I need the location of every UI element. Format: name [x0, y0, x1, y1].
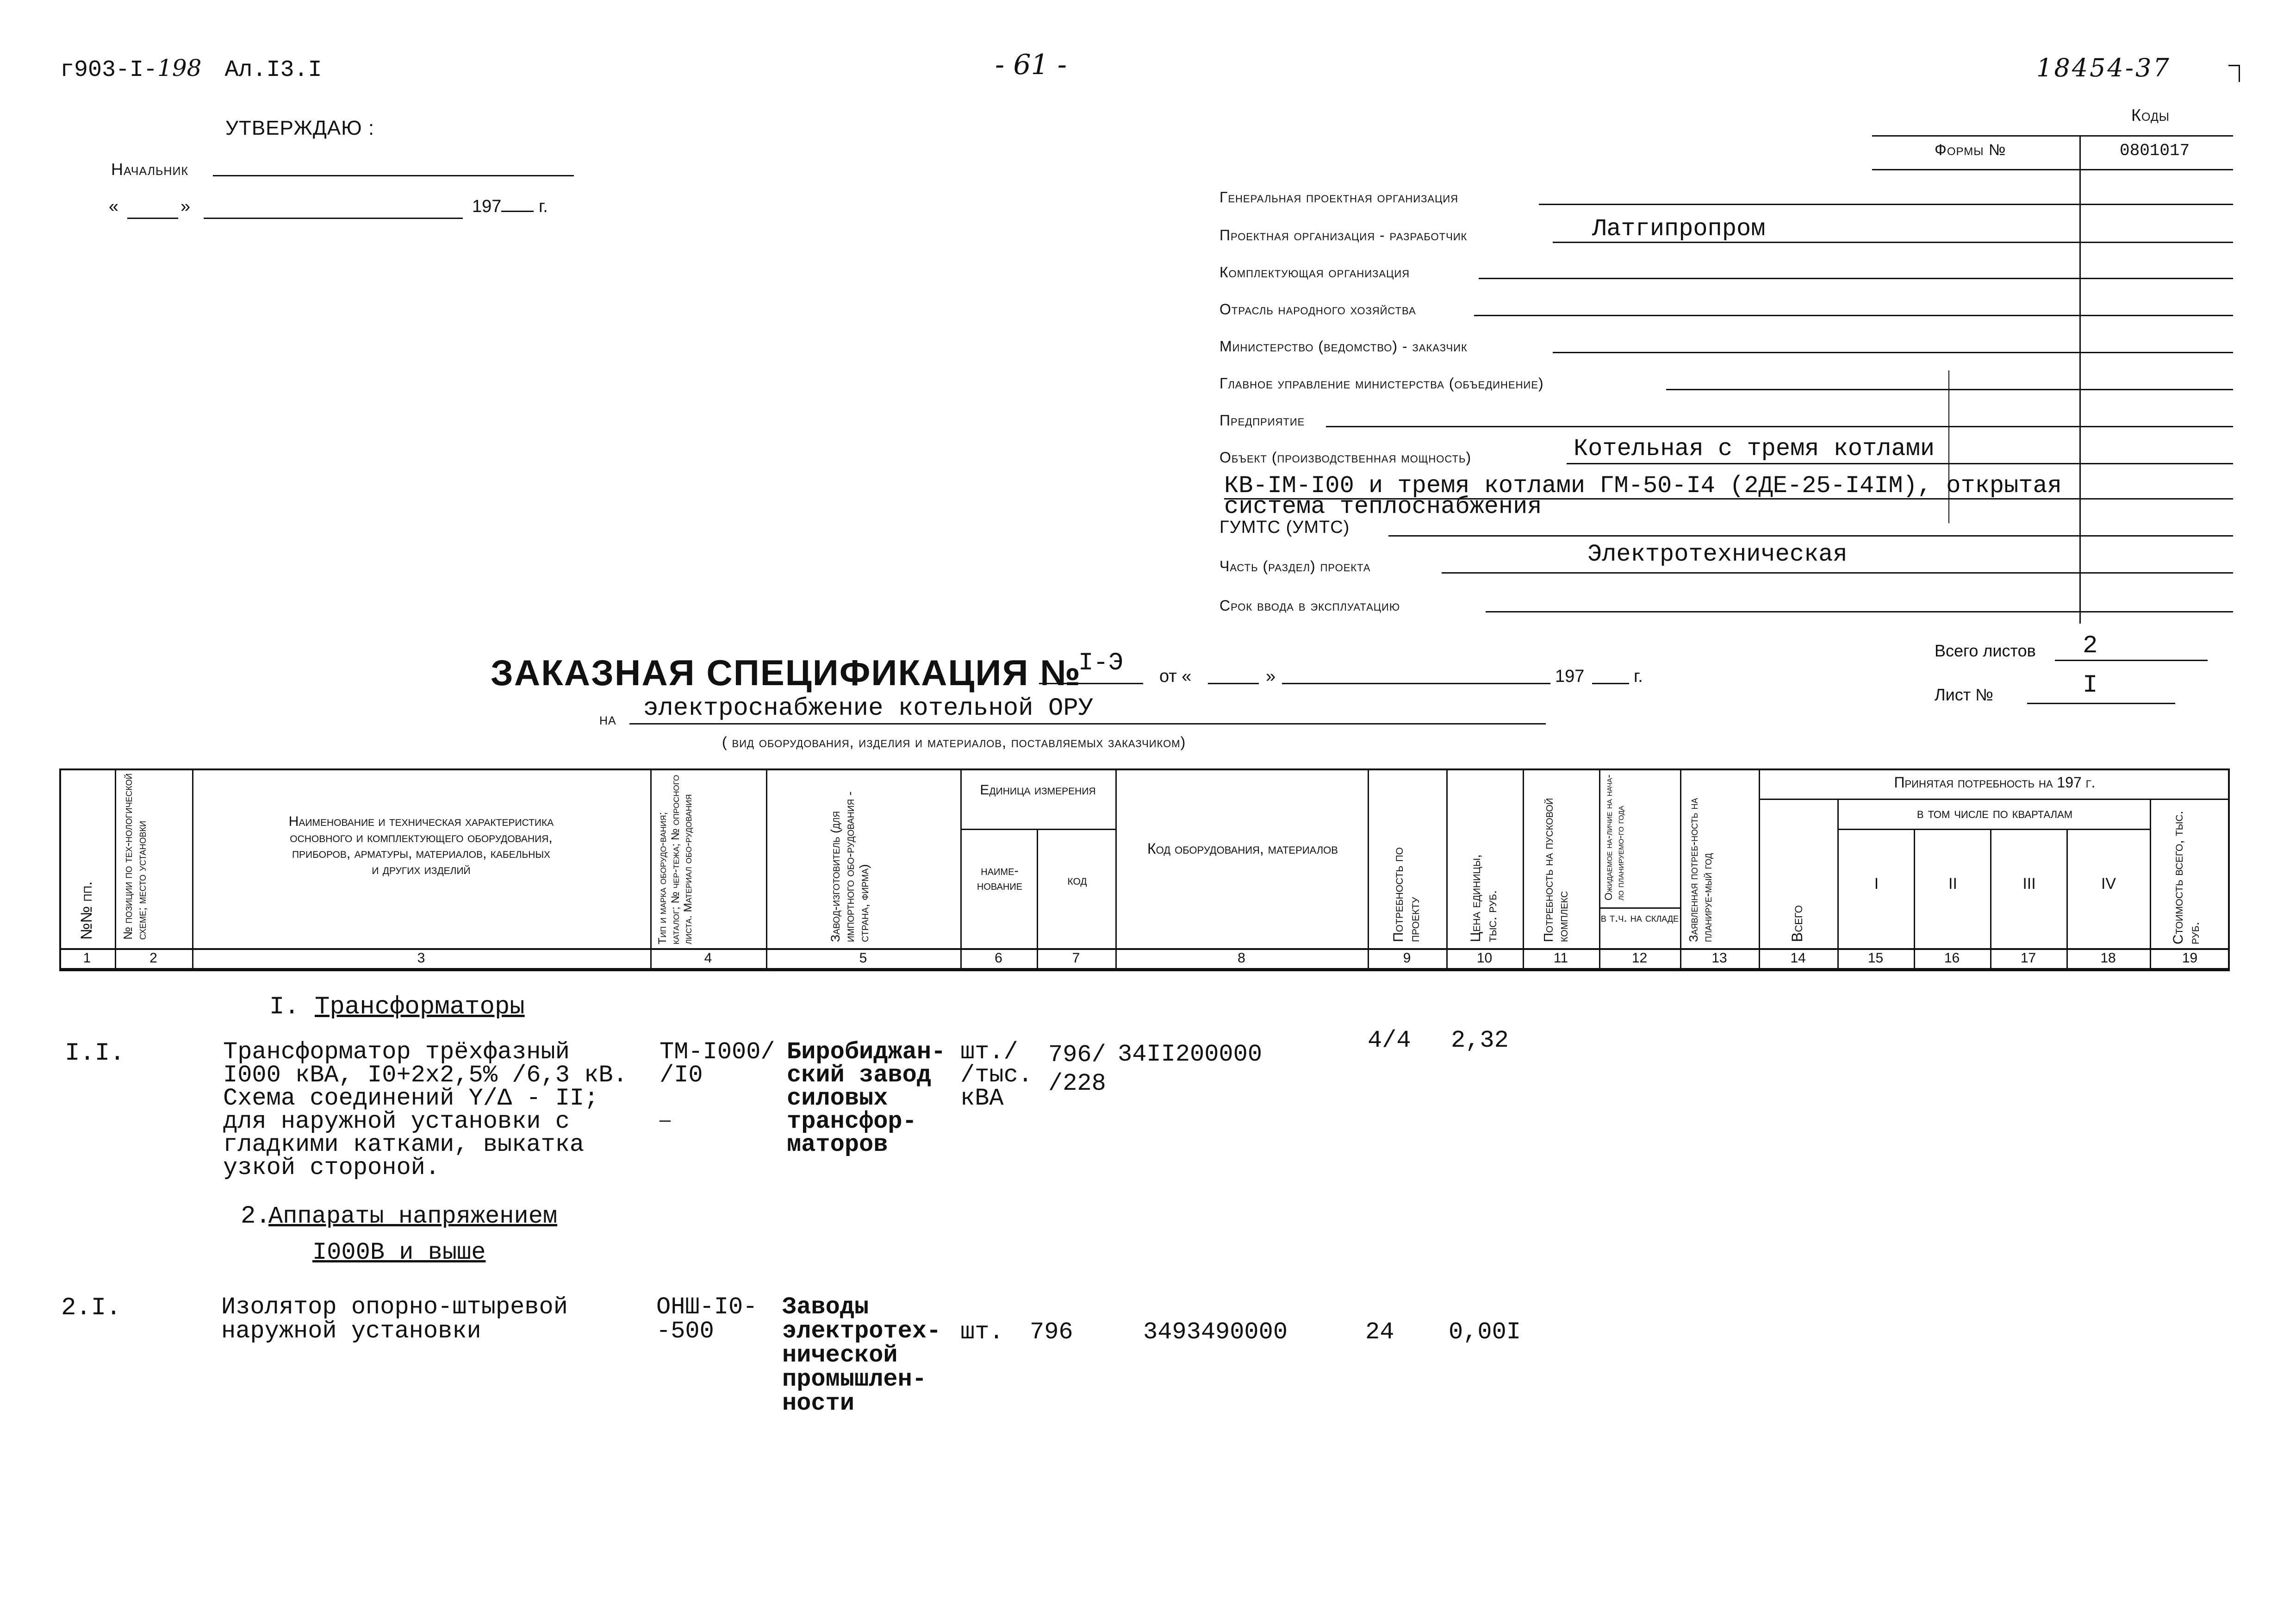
col-line [1990, 829, 1991, 970]
col-line [1599, 768, 1600, 970]
col-number: 4 [704, 950, 712, 966]
col-line [1115, 768, 1117, 970]
series-code-prefix: г903-I- [60, 57, 158, 83]
col-line [766, 768, 767, 970]
gumts-line[interactable] [1388, 535, 2233, 537]
row-price: 0,00I [1449, 1318, 1521, 1346]
total-sheets-line[interactable] [2055, 660, 2208, 661]
unit-subline [960, 829, 1115, 830]
section-2-title-line2: I000В и выше [312, 1239, 486, 1266]
col-number: 16 [1944, 950, 1960, 966]
th-q4: IV [2101, 875, 2116, 893]
th-c19: Стоимость всего, тыс. руб. [2171, 811, 2202, 944]
codes-line-0 [1872, 169, 2233, 170]
approval-day-line[interactable] [127, 218, 178, 219]
total-sheets-value: 2 [2083, 632, 2098, 660]
col-number: 13 [1711, 950, 1727, 966]
form-number-label: Формы № [1935, 141, 2006, 159]
col-number: 19 [2182, 950, 2198, 966]
code-cell-line [2083, 278, 2233, 279]
col-number: 3 [417, 950, 425, 966]
col-number: 1 [83, 950, 91, 966]
codes-top-line [1872, 135, 2233, 137]
col-number: 14 [1790, 950, 1806, 966]
col-line [1914, 829, 1915, 970]
page-number: - 61 - [995, 49, 1067, 81]
row-number: I.I. [65, 1039, 125, 1068]
col-number: 2 [149, 950, 157, 966]
section-2-number: 2. [241, 1202, 271, 1230]
th-c13: Заявленная потреб-ность на планируе-мый год [1686, 798, 1714, 942]
th-c12-top: Ожидаемое на-личие на нача-ло планируемо-го года [1603, 775, 1626, 900]
approval-title: УТВЕРЖДАЮ : [225, 117, 375, 139]
spec-year-label: 197 [1555, 667, 1585, 686]
col-line [192, 768, 193, 970]
section-1-title: Трансформаторы [315, 993, 525, 1021]
row-type: ТМ-I000/ /I0 [660, 1038, 775, 1089]
spec-month-line[interactable] [1282, 683, 1550, 684]
spec-year-suffix: г. [1634, 667, 1643, 686]
object-field-line-1[interactable] [1567, 463, 2233, 464]
row-unit-code: 796 [1030, 1318, 1073, 1346]
row-equip-code: 34II200000 [1118, 1041, 1263, 1068]
th-unit-group: Единица измерения [980, 782, 1096, 798]
main-dept-label: Главное управление министерства (объединение) [1220, 375, 1544, 392]
approval-year [472, 197, 548, 217]
ministry-line[interactable] [1553, 352, 2233, 353]
col-number: 7 [1072, 950, 1080, 966]
deadline-label: Срок ввода в эксплуатацию [1220, 597, 1400, 614]
th-c14: Всего [1789, 905, 1805, 942]
th-q2: II [1948, 875, 1957, 893]
part-line[interactable] [1442, 572, 2233, 574]
th-c12-bottom: в т.ч. на складе [1600, 911, 1679, 924]
object-line3: система теплоснабжения [1224, 493, 1542, 520]
col-line [650, 768, 652, 970]
object-line2: КВ-IМ-I00 и тремя котлами ГМ-50-I4 (2ДЕ-25-I4IМ), открытая [1224, 472, 2062, 500]
row-unit-name: шт. [960, 1318, 1004, 1346]
th-quarters: в том числе по кварталам [1916, 805, 2073, 821]
archive-number: 18454-37 [2036, 53, 2171, 82]
accepted-subline [1759, 799, 2230, 800]
th-c10: Цена единицы, тыс. руб. [1468, 854, 1500, 942]
col-number: 5 [859, 950, 867, 966]
design-org-value: Латгипропром [1592, 215, 1766, 243]
corner-mark [2228, 65, 2240, 82]
date-close-quote: » [180, 197, 191, 216]
th-c11: Потребность на пусковой комплекс [1541, 798, 1571, 942]
object-label: Объект (производственная мощность) [1220, 449, 1472, 466]
row-need: 4/4 [1368, 1027, 1411, 1054]
series-code [60, 55, 322, 83]
quarters-subline [1837, 829, 2150, 830]
approval-year-suffix: г. [538, 197, 548, 216]
row-maker: Биробиджан- ский завод силовых трансфор- маторов [787, 1038, 946, 1158]
row-type: ОНШ-I0- -500 [656, 1293, 758, 1345]
approval-year-label: 197 [472, 197, 502, 216]
col-line [1037, 829, 1038, 970]
chief-label: Начальник [111, 160, 189, 179]
row-maker: Заводы электротех- нической промышлен- ности [782, 1293, 941, 1417]
approval-month-line[interactable] [204, 218, 463, 219]
row-need: 24 [1365, 1318, 1394, 1346]
ministry-label: Министерство (ведомство) - заказчик [1220, 338, 1468, 355]
col-line [1446, 768, 1448, 970]
approval-date [109, 197, 118, 217]
row-number: 2.I. [61, 1294, 121, 1322]
branch-label: Отрасль народного хозяйства [1220, 301, 1416, 318]
section-2-title: Аппараты напряжением [268, 1203, 558, 1230]
col-number: 15 [1867, 950, 1884, 966]
th-c3 [199, 814, 643, 878]
th-c5: Завод-изготовитель (для импортного обо-рудования - страна, фирма) [828, 791, 871, 942]
th-c9: Потребность по проекту [1391, 847, 1422, 942]
code-cell-line [2083, 204, 2233, 205]
spec-for-value: электроснабжение котельной ОРУ [643, 694, 1094, 723]
header-bottom-line [59, 968, 2230, 971]
row-equip-code: 3493490000 [1143, 1318, 1288, 1346]
row-unit-name: шт./ /тыс. кВА [960, 1038, 1033, 1112]
codes-divider [2079, 135, 2081, 624]
col-number: 8 [1238, 950, 1245, 966]
row-price: 2,32 [1451, 1027, 1509, 1054]
th-c4: Тип и марка оборудо-вания; каталог; № чер-тежа; № опросного листа. Материал обо-рудования [656, 775, 695, 944]
row-type-dash: — [660, 1111, 671, 1132]
header-number-row-line [59, 948, 2230, 950]
total-sheets-label: Всего листов [1935, 641, 2036, 660]
th-q1: I [1874, 875, 1879, 893]
code-cell-line [2083, 242, 2233, 243]
series-code-handwritten: 198 [157, 55, 202, 81]
component-org-label: Комплектующая организация [1220, 264, 1410, 281]
stray-mark [1948, 370, 1949, 523]
spec-year-line[interactable] [1592, 683, 1629, 684]
row-name: Трансформатор трёхфазный I000 кВА, I0+2х2,5% /6,3 кВ. Схема соединений Y/Δ - II; для наружной установки с гладкими катками, выкатка узкой стороной. [223, 1038, 628, 1181]
main-dept-line[interactable] [1666, 389, 2233, 390]
spec-number: I-Э [1078, 649, 1124, 677]
deadline-line[interactable] [1486, 611, 2233, 612]
object-line1: Котельная с тремя котлами [1574, 435, 1935, 462]
design-org-label: Проектная организация - разработчик [1220, 227, 1468, 244]
col-number: 17 [2020, 950, 2036, 966]
part-value: Электротехническая [1587, 541, 1848, 568]
col-line [2150, 799, 2151, 970]
general-org-label: Генеральная проектная организация [1220, 189, 1459, 206]
col-line [1368, 768, 1369, 970]
th-accepted: Принятая потребность на 197 г. [1894, 774, 2096, 791]
section-1-number: I. [269, 993, 299, 1021]
th-c3-line4: и других изделий [372, 862, 471, 877]
th-c1: №№ пп. [78, 881, 95, 940]
row-unit-code: 796/ /228 [1048, 1041, 1106, 1097]
form-number-value: 0801017 [2120, 141, 2190, 160]
col-line [1523, 768, 1524, 970]
th-c7: код [1067, 873, 1087, 888]
th-c3-line1: Наименование и техническая характеристика [288, 814, 554, 829]
sheet-line[interactable] [2027, 703, 2175, 704]
codes-header: Коды [2131, 106, 2170, 125]
col-number: 18 [2100, 950, 2116, 966]
spec-day-line[interactable] [1208, 683, 1259, 684]
col-number: 6 [995, 950, 1002, 966]
sheet-value: I [2083, 671, 2098, 700]
col-number: 12 [1631, 950, 1648, 966]
th-q3: III [2022, 875, 2036, 893]
spec-for-line[interactable] [629, 723, 1546, 725]
spec-number-line[interactable] [1039, 683, 1143, 684]
part-label: Часть (раздел) проекта [1220, 558, 1371, 575]
col-number: 10 [1476, 950, 1493, 966]
col-number: 9 [1403, 950, 1411, 966]
enterprise-line[interactable] [1326, 426, 2233, 427]
spec-title: ЗАКАЗНАЯ СПЕЦИФИКАЦИЯ № [491, 652, 1082, 693]
album-code: Ал.I3.I [224, 57, 322, 83]
spec-for-label: на [599, 709, 616, 728]
th-c3-line3: приборов, арматуры, материалов, кабельных [292, 846, 551, 861]
spec-date-open: от « [1159, 667, 1192, 686]
th-c6: наиме-нование [977, 863, 1023, 893]
row-name: Изолятор опорно-штыревой наружной установки [221, 1293, 568, 1345]
spec-date-close: » [1266, 667, 1276, 686]
col-number: 11 [1553, 950, 1568, 966]
date-open-quote: « [109, 197, 119, 216]
c12-subline [1599, 907, 1680, 909]
branch-line[interactable] [1474, 315, 2233, 316]
col-line [2066, 829, 2068, 970]
col-line [1680, 768, 1681, 970]
col-line [960, 768, 962, 970]
th-c2: № позиции по тех-нологической схеме; место установки [121, 773, 149, 940]
spec-for-caption: ( вид оборудования, изделия и материалов, поставляемых заказчиком) [722, 734, 1186, 750]
sheet-label: Лист № [1935, 685, 1993, 704]
th-c8: Код оборудования, материалов [1147, 840, 1338, 857]
chief-signature-line[interactable] [213, 175, 574, 176]
col-line [115, 768, 116, 970]
gumts-label: ГУМТС (УМТС) [1220, 518, 1350, 537]
th-c3-line2: основного и комплектующего оборудования, [290, 830, 553, 845]
enterprise-label: Предприятие [1220, 412, 1305, 429]
